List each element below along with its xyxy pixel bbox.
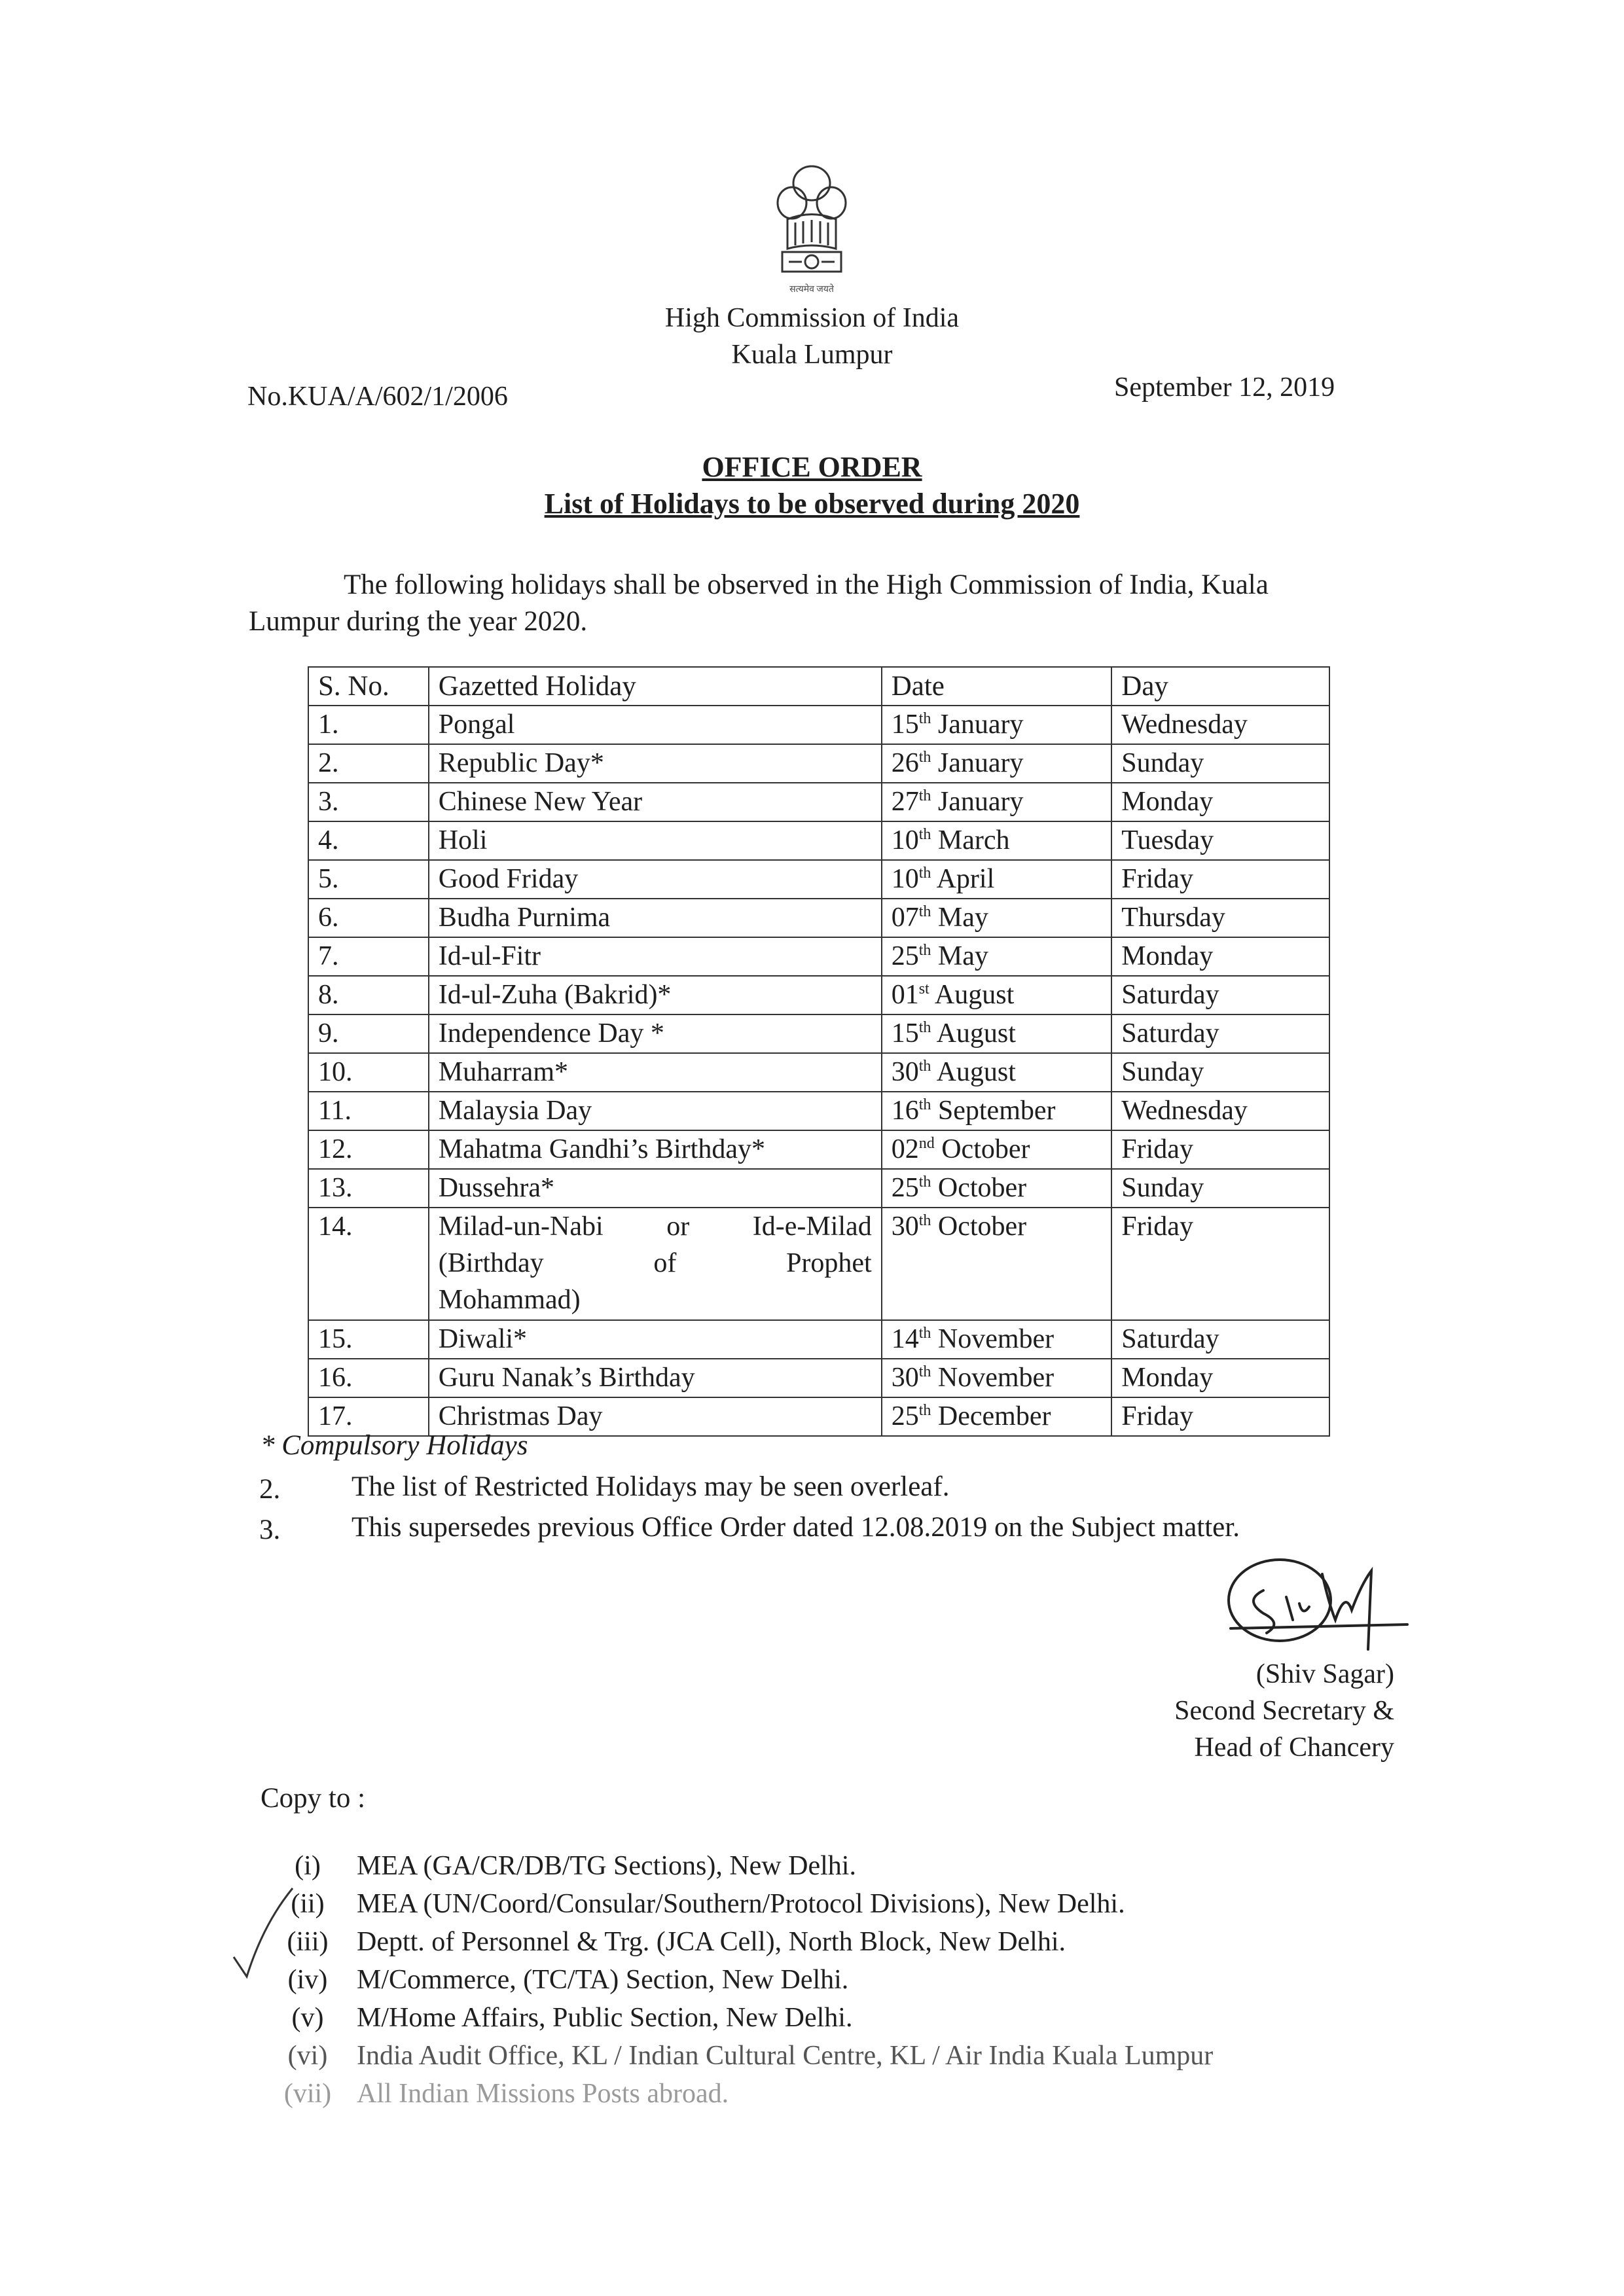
cell-date	[882, 1320, 1112, 1359]
holiday-word: Id-e-Milad	[752, 1211, 872, 1242]
cell-holiday: Republic Day*	[429, 744, 882, 783]
cell-date	[882, 706, 1112, 744]
cell-serial: 11.	[308, 1092, 429, 1130]
table-row	[308, 783, 1329, 821]
cell-holiday: Guru Nanak’s Birthday	[429, 1359, 882, 1397]
copy-item-number: (vii)	[283, 2079, 332, 2109]
cell-day: Wednesday	[1111, 1092, 1329, 1130]
copy-item	[259, 1999, 1213, 2037]
cell-serial: 16.	[308, 1359, 429, 1397]
date-month: January	[937, 709, 1024, 740]
note-number-2: 2.	[259, 1474, 281, 1505]
cell-holiday: Good Friday	[429, 860, 882, 899]
cell-serial: 6.	[308, 899, 429, 937]
holiday-word: of	[653, 1248, 677, 1278]
copy-item-number: (iii)	[287, 1927, 329, 1957]
cell-day: Friday	[1111, 1397, 1329, 1436]
cell-date	[882, 821, 1112, 860]
table-row	[308, 976, 1329, 1014]
date-ordinal-suffix: th	[918, 749, 931, 766]
holiday-line	[439, 1208, 872, 1245]
table-row	[308, 937, 1329, 976]
date-month: April	[936, 864, 995, 894]
date-month: October	[941, 1134, 1030, 1164]
cell-serial: 15.	[308, 1320, 429, 1359]
emblem-motto: सत्यमेव जयते	[789, 285, 834, 295]
holiday-table	[308, 666, 1330, 1437]
cell-serial: 12.	[308, 1130, 429, 1169]
cell-serial: 17.	[308, 1397, 429, 1436]
cell-serial: 3.	[308, 783, 429, 821]
document-title: OFFICE ORDER	[702, 451, 922, 483]
intro-line-1: The following holidays shall be observed in the High Commission of India, Kuala	[344, 569, 1269, 600]
cell-holiday: Independence Day *	[429, 1014, 882, 1053]
date-month: December	[937, 1401, 1051, 1431]
copy-item-number: (v)	[291, 2003, 324, 2033]
date-month: October	[937, 1211, 1027, 1242]
table-row	[308, 860, 1329, 899]
date-month: November	[937, 1363, 1055, 1393]
cell-day: Friday	[1111, 1208, 1329, 1320]
cell-date	[882, 783, 1112, 821]
office-city: Kuala Lumpur	[731, 340, 893, 370]
cell-serial: 10.	[308, 1053, 429, 1092]
header-holiday: Gazetted Holiday	[429, 667, 882, 706]
cell-date	[882, 860, 1112, 899]
date-ordinal-suffix: nd	[918, 1135, 935, 1152]
copy-item-text: MEA (UN/Coord/Consular/Southern/Protocol Divisions), New Delhi.	[357, 1889, 1125, 1919]
date-month: November	[937, 1324, 1055, 1354]
cell-date	[882, 1014, 1112, 1053]
cell-holiday: Malaysia Day	[429, 1092, 882, 1130]
holiday-word: Mohammad)	[438, 1285, 581, 1315]
copy-to-label: Copy to :	[261, 1783, 366, 1814]
copy-item-number: (ii)	[291, 1889, 325, 1919]
date-ordinal-suffix: th	[918, 1174, 931, 1191]
note-text-2: The list of Restricted Holidays may be seen overleaf.	[352, 1471, 950, 1502]
cell-date	[882, 1130, 1112, 1169]
copy-item-text: India Audit Office, KL / Indian Cultural Centre, KL / Air India Kuala Lumpur	[357, 2041, 1214, 2071]
cell-date	[882, 976, 1112, 1014]
cell-serial: 4.	[308, 821, 429, 860]
copy-item-text: M/Home Affairs, Public Section, New Delhi.	[357, 2003, 853, 2033]
cell-serial: 7.	[308, 937, 429, 976]
holiday-line	[439, 1245, 872, 1282]
copy-item-number: (i)	[295, 1851, 321, 1881]
cell-serial: 8.	[308, 976, 429, 1014]
cell-day: Friday	[1111, 860, 1329, 899]
date-ordinal-suffix: th	[918, 1325, 931, 1342]
date-ordinal-suffix: th	[918, 1363, 931, 1380]
date-month: September	[937, 1096, 1056, 1126]
date-month: August	[936, 1018, 1016, 1049]
date-month: October	[937, 1173, 1027, 1203]
date-ordinal-suffix: th	[918, 787, 931, 804]
copy-item	[259, 2037, 1213, 2075]
date-month: August	[936, 1057, 1016, 1087]
table-row	[308, 744, 1329, 783]
date-ordinal-suffix: th	[918, 1096, 931, 1113]
compulsory-legend: * Compulsory Holidays	[261, 1430, 528, 1461]
date-ordinal-suffix: th	[918, 942, 931, 959]
cell-day: Sunday	[1111, 1053, 1329, 1092]
copy-item	[259, 1885, 1213, 1923]
cell-holiday: Christmas Day	[429, 1397, 882, 1436]
cell-day: Saturday	[1111, 1014, 1329, 1053]
copy-item-text: All Indian Missions Posts abroad.	[357, 2079, 729, 2109]
table-row	[308, 1092, 1329, 1130]
cell-date	[882, 1397, 1112, 1436]
table-row	[308, 1208, 1329, 1320]
cell-serial: 9.	[308, 1014, 429, 1053]
date-month: August	[934, 980, 1015, 1010]
cell-date	[882, 899, 1112, 937]
copy-item-number: (iv)	[287, 1965, 328, 1995]
table-row	[308, 899, 1329, 937]
office-name: High Commission of India	[664, 303, 960, 333]
date-ordinal-suffix: th	[918, 1402, 931, 1419]
table-row	[308, 706, 1329, 744]
copy-to-list	[259, 1847, 1213, 2113]
date-day-number: 25	[891, 941, 919, 971]
cell-day: Monday	[1111, 937, 1329, 976]
date-day-number: 15	[891, 1018, 919, 1049]
cell-day: Monday	[1111, 1359, 1329, 1397]
copy-item-text: MEA (GA/CR/DB/TG Sections), New Delhi.	[357, 1851, 856, 1881]
date-ordinal-suffix: th	[918, 826, 931, 843]
cell-serial: 2.	[308, 744, 429, 783]
order-date: September 12, 2019	[1114, 372, 1335, 403]
date-day-number: 14	[891, 1324, 919, 1354]
table-row	[308, 1130, 1329, 1169]
date-month: January	[937, 787, 1024, 817]
cell-day: Sunday	[1111, 1169, 1329, 1208]
table-row	[308, 1014, 1329, 1053]
table-row	[308, 1320, 1329, 1359]
table-header-row	[308, 667, 1329, 706]
date-day-number: 10	[891, 864, 919, 894]
cell-holiday: Muharram*	[429, 1053, 882, 1092]
holiday-word: Prophet	[786, 1248, 872, 1278]
cell-holiday: Dussehra*	[429, 1169, 882, 1208]
cell-day: Saturday	[1111, 976, 1329, 1014]
date-month: January	[937, 748, 1024, 778]
copy-item	[259, 2075, 1213, 2113]
cell-serial: 5.	[308, 860, 429, 899]
date-day-number: 26	[891, 748, 919, 778]
cell-date	[882, 1053, 1112, 1092]
note-number-3: 3.	[259, 1515, 281, 1545]
date-ordinal-suffix: th	[918, 710, 931, 727]
cell-holiday: Mahatma Gandhi’s Birthday*	[429, 1130, 882, 1169]
date-month: May	[937, 941, 988, 971]
cell-day: Sunday	[1111, 744, 1329, 783]
cell-date	[882, 1208, 1112, 1320]
date-day-number: 15	[891, 709, 919, 740]
cell-serial: 1.	[308, 706, 429, 744]
date-day-number: 27	[891, 787, 919, 817]
header-serial: S. No.	[308, 667, 429, 706]
document-subtitle: List of Holidays to be observed during 2020	[544, 488, 1080, 520]
cell-holiday: Chinese New Year	[429, 783, 882, 821]
cell-date	[882, 1169, 1112, 1208]
date-ordinal-suffix: th	[918, 1212, 931, 1229]
holiday-word: Milad-un-Nabi	[438, 1211, 604, 1242]
table-row	[308, 1053, 1329, 1092]
date-day-number: 30	[891, 1211, 919, 1242]
table-row	[308, 1359, 1329, 1397]
cell-holiday: Budha Purnima	[429, 899, 882, 937]
date-day-number: 30	[891, 1363, 919, 1393]
date-ordinal-suffix: th	[918, 1058, 931, 1075]
holiday-word: or	[666, 1211, 690, 1242]
holiday-line	[439, 1282, 872, 1318]
intro-line-2: Lumpur during the year 2020.	[249, 606, 588, 637]
copy-item-text: Deptt. of Personnel & Trg. (JCA Cell), North Block, New Delhi.	[357, 1927, 1066, 1957]
cell-date	[882, 1092, 1112, 1130]
holiday-table-body	[308, 706, 1329, 1436]
copy-item	[259, 1923, 1213, 1961]
cell-holiday: Pongal	[429, 706, 882, 744]
copy-item	[259, 1847, 1213, 1885]
cell-holiday: Diwali*	[429, 1320, 882, 1359]
cell-holiday: Holi	[429, 821, 882, 860]
date-day-number: 07	[891, 903, 919, 933]
reference-number: No.KUA/A/602/1/2006	[247, 382, 508, 412]
date-ordinal-suffix: th	[918, 1019, 931, 1036]
cell-day: Tuesday	[1111, 821, 1329, 860]
cell-serial: 14.	[308, 1208, 429, 1320]
date-month: May	[937, 903, 988, 933]
cell-holiday	[429, 1208, 882, 1320]
cell-date	[882, 1359, 1112, 1397]
date-day-number: 02	[891, 1134, 919, 1164]
copy-item	[259, 1961, 1213, 1999]
date-ordinal-suffix: th	[918, 903, 931, 920]
table-row	[308, 821, 1329, 860]
cell-holiday: Id-ul-Fitr	[429, 937, 882, 976]
cell-date	[882, 744, 1112, 783]
date-day-number: 25	[891, 1173, 919, 1203]
cell-holiday: Id-ul-Zuha (Bakrid)*	[429, 976, 882, 1014]
date-day-number: 01	[891, 980, 919, 1010]
date-day-number: 16	[891, 1096, 919, 1126]
date-day-number: 10	[891, 825, 919, 855]
cell-day: Friday	[1111, 1130, 1329, 1169]
date-ordinal-suffix: st	[918, 980, 929, 997]
date-day-number: 25	[891, 1401, 919, 1431]
date-ordinal-suffix: th	[918, 865, 931, 882]
cell-day: Wednesday	[1111, 706, 1329, 744]
cell-day: Saturday	[1111, 1320, 1329, 1359]
copy-item-number: (vi)	[287, 2041, 328, 2071]
header-date: Date	[882, 667, 1112, 706]
header-day: Day	[1111, 667, 1329, 706]
signatory-name: (Shiv Sagar)	[1255, 1659, 1394, 1689]
cell-date	[882, 937, 1112, 976]
date-month: March	[937, 825, 1010, 855]
handwritten-signature	[1218, 1551, 1414, 1656]
cell-day: Monday	[1111, 783, 1329, 821]
table-row	[308, 1169, 1329, 1208]
signatory-designation-2: Head of Chancery	[1194, 1732, 1394, 1763]
copy-item-text: M/Commerce, (TC/TA) Section, New Delhi.	[357, 1965, 849, 1995]
cell-day: Thursday	[1111, 899, 1329, 937]
date-day-number: 30	[891, 1057, 919, 1087]
note-text-3: This supersedes previous Office Order dated 12.08.2019 on the Subject matter.	[352, 1512, 1240, 1543]
signatory-designation-1: Second Secretary &	[1174, 1696, 1394, 1726]
cell-serial: 13.	[308, 1169, 429, 1208]
holiday-word: (Birthday	[438, 1248, 544, 1278]
